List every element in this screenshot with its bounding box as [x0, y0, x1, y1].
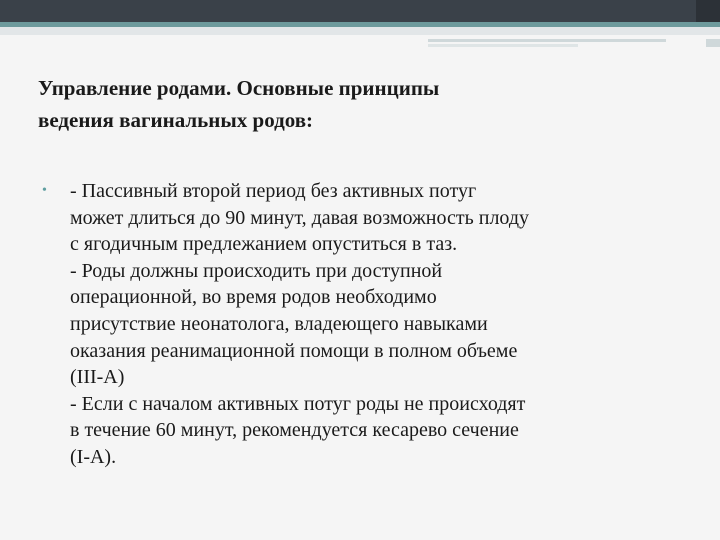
- header-corner-block: [696, 0, 720, 22]
- slide-title-line: Управление родами. Основные принципы: [38, 76, 440, 100]
- body-line: операционной, во время родов необходимо: [70, 286, 437, 309]
- header-accent-line: [428, 39, 666, 42]
- slide-title: [38, 72, 678, 136]
- body-line: - Если с началом активных потуг роды не происходят: [70, 392, 526, 415]
- body-line: в течение 60 минут, рекомендуется кесарево сечение: [70, 419, 519, 442]
- slide-body: [42, 178, 682, 471]
- body-line: с ягодичным предлежанием опуститься в таз.: [70, 233, 458, 256]
- slide-title-line: ведения вагинальных родов:: [38, 108, 314, 132]
- body-line: может длиться до 90 минут, давая возможность плоду: [70, 206, 530, 229]
- body-line: - Пассивный второй период без активных потуг: [70, 180, 477, 202]
- body-line: (III-A): [70, 366, 125, 389]
- header-band-light: [0, 27, 720, 35]
- bullet-text: [70, 178, 682, 471]
- bullet-icon: •: [42, 183, 47, 198]
- header-accent-corner: [706, 39, 720, 47]
- body-line: (I-A).: [70, 445, 117, 468]
- body-line: - Роды должны происходить при доступной: [70, 259, 443, 282]
- body-line: оказания реанимационной помощи в полном объеме: [70, 339, 518, 362]
- body-line: присутствие неонатолога, владеющего навыками: [70, 312, 488, 335]
- header-accent-line-short: [428, 44, 578, 47]
